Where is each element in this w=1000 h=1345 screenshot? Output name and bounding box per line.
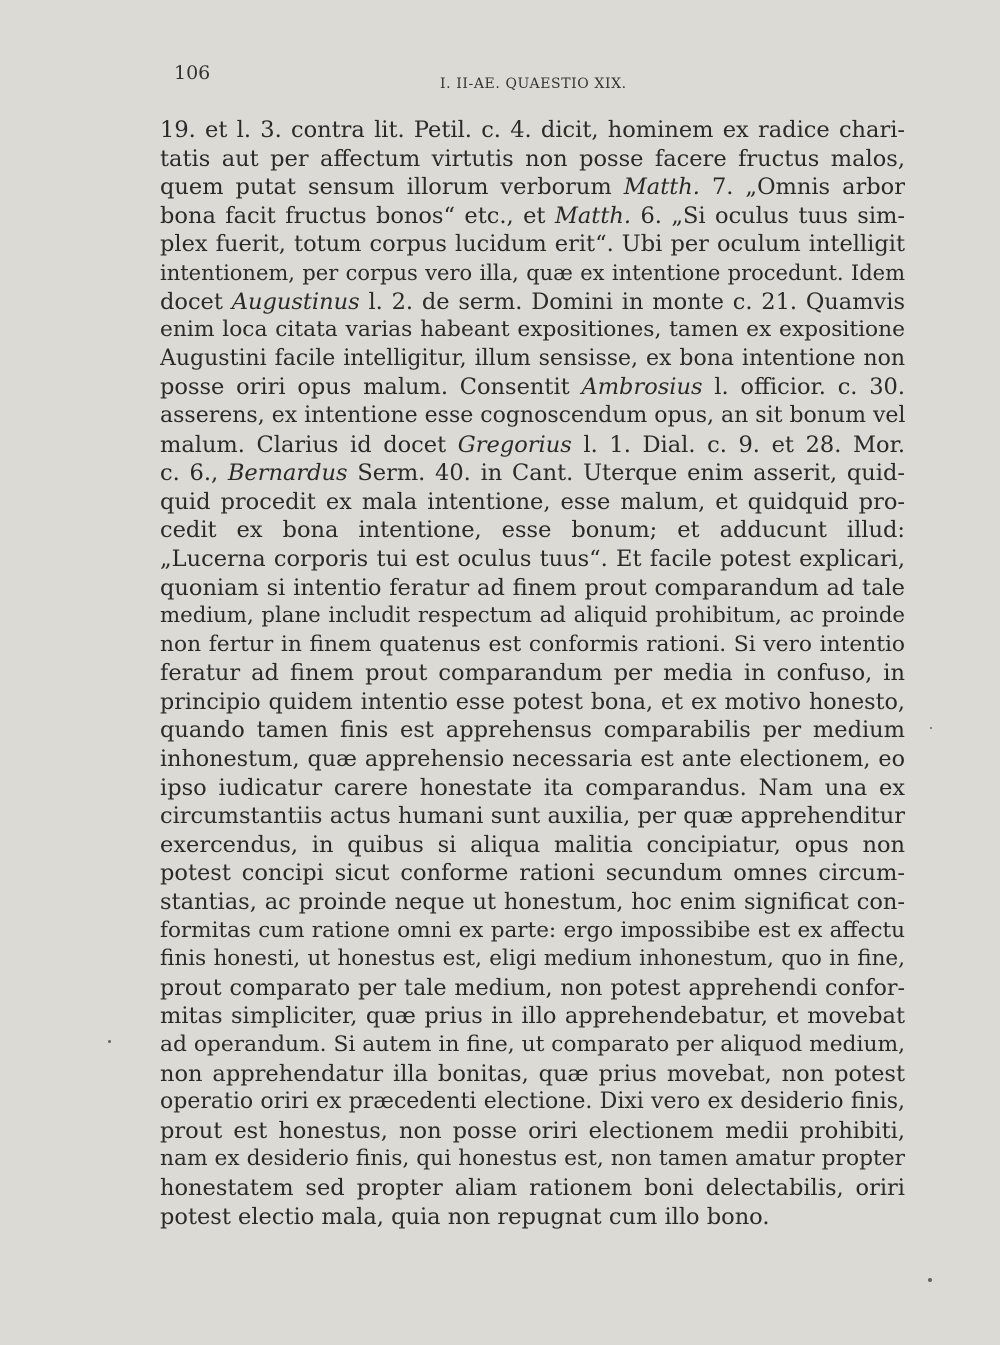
text-line (160, 288, 905, 317)
text-line (160, 1117, 905, 1146)
text-segment: posse oriri opus malum. Consentit (160, 374, 582, 401)
text-segment: plex fuerit, totum corpus lucidum erit“. Ubi per oculum intelligit (160, 231, 905, 258)
text-line (160, 888, 905, 917)
text-line (160, 516, 905, 545)
italic-citation: Bernardus (227, 460, 348, 487)
text-segment: „Lucerna corporis tui est oculus tuus“. Et facile potest explicari, (160, 545, 905, 572)
text-line (160, 602, 905, 631)
text-segment: potest concipi sicut conforme rationi secundum omnes circum- (160, 860, 905, 887)
text-segment: ipso iudicatur carere honestate ita comparandus. Nam una ex (160, 774, 905, 801)
text-line (160, 230, 905, 259)
text-line (160, 574, 905, 603)
text-segment: mitas simpliciter, quæ prius in illo apprehendebatur, et movebat (160, 1003, 905, 1030)
text-line (160, 917, 905, 946)
text-line (160, 459, 905, 488)
text-line (160, 173, 905, 202)
italic-citation: Matth. (623, 174, 700, 201)
text-segment: principio quidem intentio esse potest bona, et ex motivo honesto, (160, 688, 905, 715)
text-line (160, 802, 905, 831)
text-segment: circumstantiis actus humani sunt auxilia, per quæ apprehenditur (160, 803, 905, 830)
text-segment: non apprehendatur illa bonitas, quæ prius movebat, non potest (160, 1060, 905, 1087)
paper-speck (930, 727, 932, 729)
text-segment: quoniam si intentio feratur ad finem prout comparandum ad tale (160, 574, 905, 601)
text-segment: quem putat sensum illorum verborum (160, 174, 624, 201)
page-number: 106 (174, 62, 211, 84)
text-segment: cedit ex bona intentione, esse bonum; et adducunt illud: (160, 517, 905, 544)
text-segment: c. 6., (160, 460, 228, 487)
text-line (160, 688, 905, 717)
text-line (160, 1060, 905, 1089)
text-segment: Serm. 40. in Cant. Uterque enim asserit, quid- (347, 460, 905, 487)
paper-speck (928, 1278, 932, 1282)
italic-citation: Matth. (554, 202, 632, 229)
text-line (160, 1031, 905, 1060)
text-segment: Augustini facile intelligitur, illum sensisse, ex bona intentione non (160, 345, 905, 371)
italic-citation: Ambrosius (581, 374, 703, 401)
text-line (160, 659, 905, 688)
text-segment: l. officior. c. 30. (702, 374, 905, 401)
text-segment: prout est honestus, non posse oriri electionem medii prohibiti, (160, 1117, 905, 1144)
text-segment: non fertur in finem quatenus est conformis rationi. Si vero intentio (160, 631, 905, 657)
running-head (0, 62, 1000, 92)
text-segment: honestatem sed propter aliam rationem boni delectabilis, oriri (160, 1174, 905, 1201)
text-line (160, 716, 905, 745)
text-segment: nam ex desiderio finis, qui honestus est, non tamen amatur propter (160, 1146, 905, 1172)
text-line (160, 831, 905, 860)
text-segment: tatis aut per affectum virtutis non posse facere fructus malos, (160, 145, 905, 172)
italic-citation: Augustinus (231, 288, 360, 315)
text-line (160, 345, 905, 374)
text-line (160, 974, 905, 1003)
text-line (160, 116, 905, 145)
text-segment: malum. Clarius id docet (160, 431, 458, 458)
text-line (160, 316, 905, 345)
running-title: I. II-AE. QUAESTIO XIX. (440, 76, 627, 92)
text-segment: docet (160, 288, 232, 315)
text-segment: quid procedit ex mala intentione, esse malum, et quidquid pro- (160, 488, 905, 515)
text-line (160, 545, 905, 574)
text-segment: 6. „Si oculus tuus sim- (631, 202, 905, 229)
text-line (160, 259, 905, 288)
italic-citation: Gregorius (457, 431, 572, 458)
text-segment: asserens, ex intentione esse cognoscendum opus, an sit bonum vel (160, 402, 905, 428)
text-segment: operatio oriri ex præcedenti electione. Dixi vero ex desiderio finis, (160, 1089, 905, 1115)
text-segment: inhonestum, quæ apprehensio necessaria est ante electionem, eo (160, 746, 905, 773)
text-segment: feratur ad finem prout comparandum per media in confuso, in (160, 660, 905, 687)
text-line (160, 745, 905, 774)
text-line (160, 488, 905, 517)
text-line (160, 373, 905, 402)
text-segment: potest electio mala, quia non repugnat cum illo bono. (160, 1203, 770, 1230)
text-line (160, 1002, 905, 1031)
text-segment: quando tamen finis est apprehensus comparabilis per medium (160, 717, 905, 744)
text-segment: 19. et l. 3. contra lit. Petil. c. 4. dicit, hominem ex radice chari- (160, 117, 905, 143)
text-segment: l. 2. de serm. Domini in monte c. 21. Quamvis (359, 288, 905, 315)
text-line (160, 145, 905, 174)
text-line (160, 945, 905, 974)
text-segment: prout comparato per tale medium, non potest apprehendi confor- (160, 974, 905, 1001)
text-segment: medium, plane includit respectum ad aliquid prohibitum, ac proinde (160, 603, 905, 629)
body-text (160, 116, 905, 1231)
text-line (160, 859, 905, 888)
text-segment: intentionem, per corpus vero illa, quæ ex intentione procedunt. Idem (160, 260, 905, 285)
text-segment: bona facit fructus bonos“ etc., et (160, 202, 555, 229)
text-line (160, 431, 905, 460)
text-line (160, 1174, 905, 1203)
paper-speck (108, 1040, 111, 1043)
text-segment: stantias, ac proinde neque ut honestum, hoc enim significat con- (160, 889, 905, 916)
text-line (160, 1088, 905, 1117)
text-line (160, 774, 905, 803)
text-segment: exercendus, in quibus si aliqua malitia concipiatur, opus non (160, 831, 905, 858)
text-line (160, 202, 905, 231)
text-segment: ad operandum. Si autem in fine, ut comparato per aliquod medium, (160, 1032, 905, 1057)
text-segment: enim loca citata varias habeant expositiones, tamen ex expositione (160, 317, 905, 343)
text-segment: l. 1. Dial. c. 9. et 28. Mor. (571, 431, 905, 458)
text-segment: 7. „Omnis arbor (699, 174, 905, 201)
text-segment: formitas cum ratione omni ex parte: ergo impossibibe est ex affectu (160, 917, 905, 943)
text-line (160, 402, 905, 431)
text-segment: finis honesti, ut honestus est, eligi medium inhonestum, quo in fine, (160, 946, 905, 972)
text-line (160, 1145, 905, 1174)
text-line (160, 1203, 905, 1232)
text-line (160, 631, 905, 660)
